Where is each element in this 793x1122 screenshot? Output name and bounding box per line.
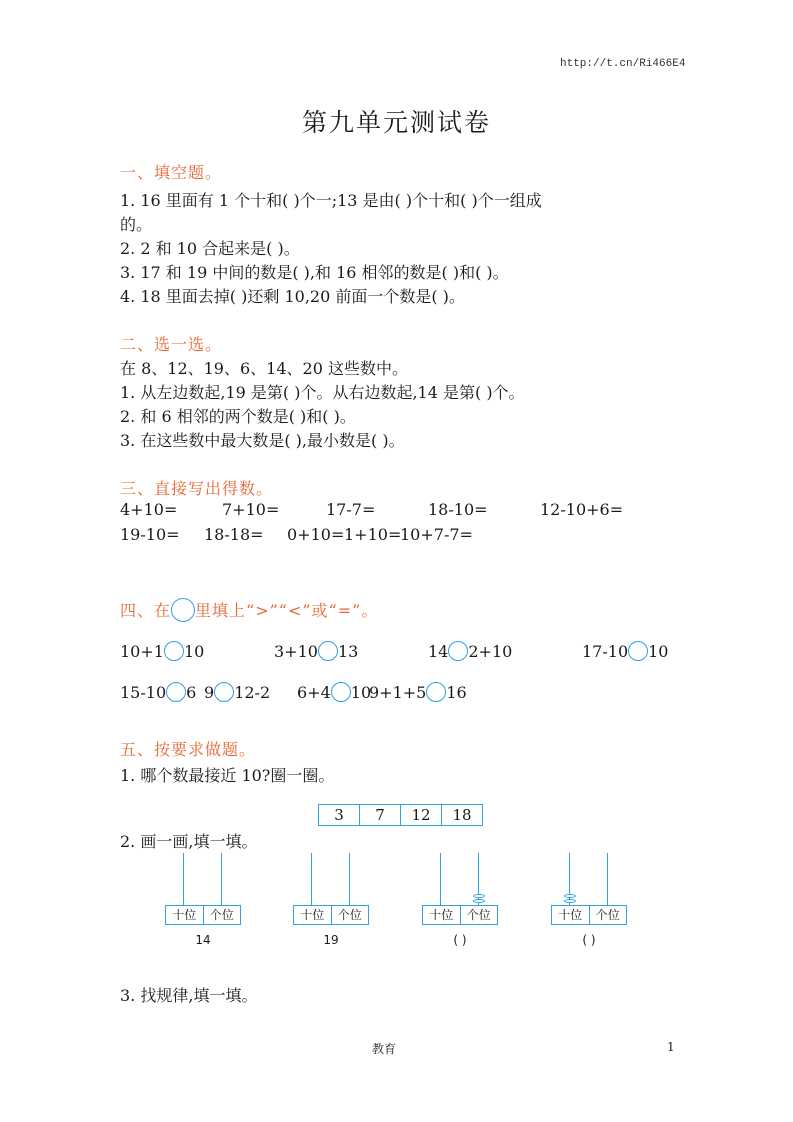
compare-circle-input[interactable] — [164, 641, 184, 661]
section-2-heading: 二、选一选。 — [120, 335, 223, 354]
compare-circle-input[interactable] — [214, 682, 234, 702]
section-1-heading: 一、填空题。 — [120, 163, 223, 182]
s1-question-4: 4. 18 里面去掉( )还剩 10,20 前面一个数是( )。 — [120, 287, 465, 306]
tens-label: 十位 — [166, 906, 204, 924]
ones-label: 个位 — [466, 908, 491, 922]
abacus — [165, 853, 245, 953]
s2-intro: 在 8、12、19、6、14、20 这些数中。 — [120, 359, 408, 378]
s5-question-1: 1. 哪个数最接近 10?圈一圈。 — [120, 766, 335, 785]
circle-blank-icon — [171, 598, 195, 622]
compare-item: 9+1+5 16 — [369, 683, 467, 702]
s1-question-1-cont: 的。 — [120, 215, 153, 234]
abacus-value: 19 — [323, 933, 339, 947]
abacus — [551, 853, 631, 953]
section-3-heading: 三、直接写出得数。 — [120, 479, 274, 498]
tens-label: 十位 — [294, 906, 332, 924]
ones-label: 个位 — [595, 908, 620, 922]
compare-item: 14 2+10 — [428, 642, 513, 661]
calc-item: 17-7= — [326, 500, 376, 519]
compare-item: 9 12-2 — [204, 683, 271, 702]
abacus-answer-blank[interactable]: ( ) — [453, 933, 467, 947]
tens-label: 十位 — [552, 906, 590, 924]
compare-item: 10+1 10 — [120, 642, 205, 661]
calc-item: 7+10= — [222, 500, 280, 519]
compare-item: 17-10 10 — [582, 642, 669, 661]
section-4-heading-end: 里填上“>”“<”或“=”。 — [195, 601, 379, 620]
source-url: http://t.cn/Ri466E4 — [560, 58, 686, 70]
ones-rod — [221, 853, 222, 905]
number-choice[interactable]: 7 — [360, 805, 401, 826]
number-choice[interactable]: 18 — [442, 805, 483, 826]
number-choice[interactable]: 3 — [319, 805, 360, 826]
compare-item: 6+4 10 — [297, 683, 372, 702]
place-value-base — [422, 905, 498, 925]
bead-icon — [564, 894, 576, 898]
s5-question-3: 3. 找规律,填一填。 — [120, 986, 258, 1005]
calc-item: 12-10+6= — [540, 500, 624, 519]
compare-item: 15-10 6 — [120, 683, 197, 702]
section-5-heading: 五、按要求做题。 — [120, 740, 257, 759]
calc-item: 1+10= — [344, 525, 402, 544]
calc-item: 0+10= — [287, 525, 345, 544]
page-number: 1 — [667, 1040, 675, 1054]
calc-item: 10+7-7= — [400, 525, 473, 544]
section-4-heading — [120, 598, 378, 622]
calc-item: 18-10= — [428, 500, 488, 519]
abacus-answer-blank[interactable]: ( ) — [582, 933, 596, 947]
compare-circle-input[interactable] — [628, 641, 648, 661]
number-choices-table — [318, 804, 483, 826]
number-choice[interactable]: 12 — [401, 805, 442, 826]
compare-circle-input[interactable] — [331, 682, 351, 702]
calc-item: 4+10= — [120, 500, 178, 519]
page-title: 第九单元测试卷 — [301, 108, 491, 137]
ones-rod — [349, 853, 350, 905]
tens-rod — [183, 853, 184, 905]
s2-question-1: 1. 从左边数起,19 是第( )个。从右边数起,14 是第( )个。 — [120, 383, 525, 402]
abacus — [422, 853, 502, 953]
tens-rod — [311, 853, 312, 905]
footer-text: 教育 — [372, 1042, 397, 1056]
compare-circle-input[interactable] — [448, 641, 468, 661]
compare-circle-input[interactable] — [166, 682, 186, 702]
compare-circle-input[interactable] — [318, 641, 338, 661]
calc-item: 18-18= — [204, 525, 264, 544]
s2-question-3: 3. 在这些数中最大数是( ),最小数是( )。 — [120, 431, 405, 450]
s1-question-2: 2. 2 和 10 合起来是( )。 — [120, 239, 300, 258]
abacus — [293, 853, 373, 953]
s5-question-2: 2. 画一画,填一填。 — [120, 832, 258, 851]
compare-circle-input[interactable] — [426, 682, 446, 702]
place-value-base — [293, 905, 369, 925]
s2-question-2: 2. 和 6 相邻的两个数是( )和( )。 — [120, 407, 356, 426]
ones-label: 个位 — [337, 908, 362, 922]
ones-rod — [607, 853, 608, 905]
place-value-base — [551, 905, 627, 925]
place-value-base — [165, 905, 241, 925]
calc-item: 19-10= — [120, 525, 180, 544]
tens-label: 十位 — [423, 906, 461, 924]
bead-icon — [473, 899, 485, 903]
s1-question-3: 3. 17 和 19 中间的数是( ),和 16 相邻的数是( )和( )。 — [120, 263, 509, 282]
bead-icon — [564, 899, 576, 903]
s1-question-1: 1. 16 里面有 1 个十和( )个一;13 是由( )个十和( )个一组成 — [120, 191, 542, 210]
section-4-heading-start: 四、在 — [120, 601, 172, 620]
ones-label: 个位 — [209, 908, 234, 922]
bead-icon — [473, 894, 485, 898]
tens-rod — [440, 853, 441, 905]
compare-item: 3+10 13 — [274, 642, 359, 661]
abacus-value: 14 — [195, 933, 211, 947]
